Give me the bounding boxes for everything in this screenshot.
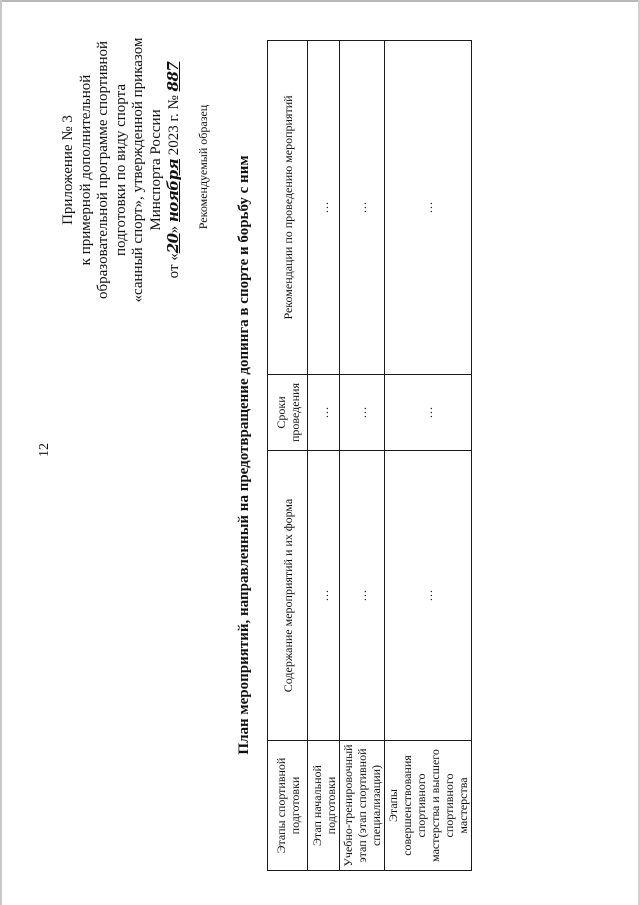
recommendations-cell: … [385, 41, 472, 375]
terms-cell: … [385, 375, 472, 451]
table-header-row [268, 41, 308, 871]
order-number-handwritten: 887 [164, 61, 182, 92]
terms-cell: … [340, 375, 385, 451]
table-row [340, 41, 385, 871]
anti-doping-plan-table [267, 40, 472, 871]
appendix-line-2: к примерной дополнительной [77, 74, 94, 266]
appendix-line-5: «санный спорт», утвержденной приказом [130, 37, 146, 303]
stage-cell: Этап начальной подготовки [308, 741, 340, 871]
order-year: 2023 г. № [166, 95, 182, 156]
page-number: 12 [37, 443, 52, 457]
table-row [385, 41, 472, 871]
recommendations-cell: … [308, 41, 340, 375]
content-cell: … [385, 451, 472, 741]
header-terms: Сроки проведения [268, 375, 308, 451]
recommendations-cell: … [340, 41, 385, 375]
recommended-sample-label: Рекомендуемый образец [196, 104, 210, 230]
order-day-handwritten: 20 [164, 233, 182, 254]
document-title: План мероприятий, направленный на предотвращение допинга в спорте и борьбу с ним [236, 155, 252, 755]
appendix-header [60, 25, 184, 315]
content-cell: … [340, 451, 385, 741]
header-recommendations: Рекомендации по проведению мероприятий [268, 41, 308, 375]
stage-cell: Учебно-тренировочный этап (этап спортивной специализации) [340, 741, 385, 871]
appendix-line-3: образовательной программе спортивной [95, 40, 111, 300]
table-row [308, 41, 340, 871]
order-prefix: от « [166, 253, 182, 279]
order-date-line [165, 25, 184, 315]
stage-cell: Этапы совершенствования спортивного мастерства и высшего спортивного мастерства [385, 741, 472, 871]
appendix-line-4: подготовки по виду спорта [112, 84, 129, 256]
appendix-line-6: Минспорта России [147, 109, 164, 231]
header-stages: Этапы спортивной подготовки [268, 741, 308, 871]
content-cell: … [308, 451, 340, 741]
appendix-line-1: Приложение № 3 [60, 115, 76, 225]
order-mid: » [166, 225, 182, 234]
order-month-handwritten: ноября [164, 158, 182, 223]
header-content: Содержание мероприятий и их форма [268, 451, 308, 741]
terms-cell: … [308, 375, 340, 451]
